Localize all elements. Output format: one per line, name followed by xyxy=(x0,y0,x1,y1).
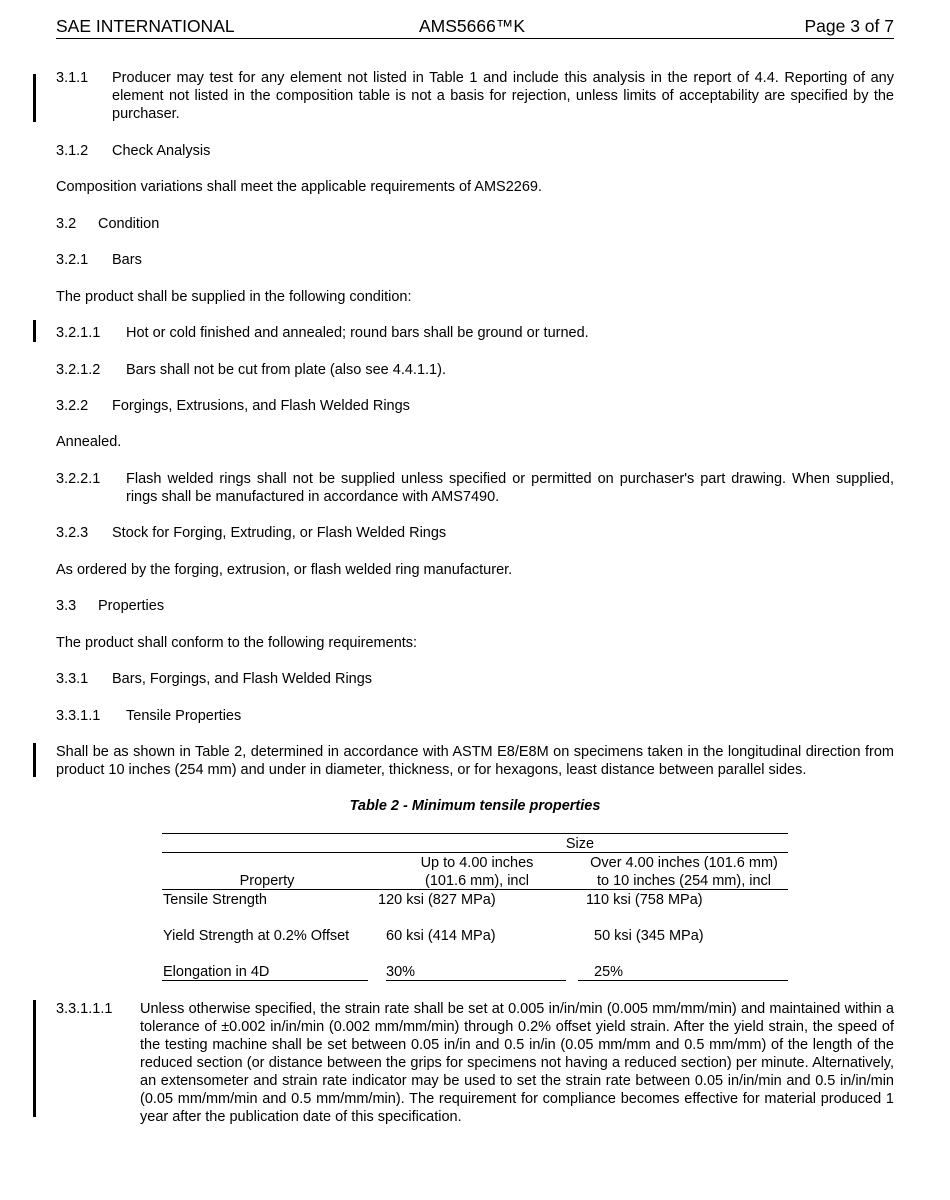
table-cell-value: 110 ksi (758 MPa) xyxy=(586,892,703,908)
table-cell-value: 50 ksi (345 MPa) xyxy=(594,928,704,944)
revision-bar xyxy=(33,74,36,122)
paragraph: Shall be as shown in Table 2, determined in accordance with ASTM E8/E8M on specimens taken in the longitudinal direction from product 10 inches (254 mm) and under in diameter, thickness, or for hexagons, least distance between parallel sides. xyxy=(56,744,894,778)
section-number: 3.1.2 xyxy=(56,143,89,159)
table-rule xyxy=(162,833,788,834)
section-text: Hot or cold finished and annealed; round bars shall be ground or turned. xyxy=(126,325,589,341)
table-rule xyxy=(386,980,566,981)
paragraph: Annealed. xyxy=(56,434,122,450)
revision-bar xyxy=(33,743,36,777)
table-cell-property: Elongation in 4D xyxy=(163,964,270,980)
table-cell-value: 25% xyxy=(594,964,624,980)
table-caption: Table 2 - Minimum tensile properties xyxy=(349,798,601,814)
section-title: Bars xyxy=(112,252,142,268)
org-name: SAE INTERNATIONAL xyxy=(56,16,235,36)
paragraph: The product shall be supplied in the following condition: xyxy=(56,289,412,305)
size-header: Size xyxy=(565,836,595,852)
section-text: Unless otherwise specified, the strain rate shall be set at 0.005 in/in/min (0.005 mm/mm/min) and maintained within a tolerance of ±0.002 in/in/min (0.002 mm/mm/min) through 0.2% offset yield strain. After the yield strain, the speed of the testing machine shall be set between 0.05 in/in and 0.5 in/in (0.05 mm/mm and 0.5 mm/mm) of the length of the reduced section (or distance between the grips for specimens not having a reduced section) per minute. Alternatively, an extensometer and strain rate indicator may be used to set the strain rate between 0.05 in/in/min and 0.5 in/in/min (0.05 mm/mm/min and 0.5 mm/mm/min). The requirement for compliance becomes effective for material produced 1 year after the publication date of this specification. xyxy=(140,1001,894,1125)
table-rule xyxy=(162,980,368,981)
column-header-2: Over 4.00 inches (101.6 mm) xyxy=(590,855,778,871)
section-text: Flash welded rings shall not be supplied unless specified or permitted on purchaser's part drawing. When supplied, rings shall be manufactured in accordance with AMS7490. xyxy=(126,471,894,505)
section-number: 3.2.2.1 xyxy=(56,471,101,487)
section-text: Producer may test for any element not listed in Table 1 and include this analysis in the report of 4.4. Reporting of any element not listed in the composition table is not a basis for rejection, unless limits of acceptability are specified by the purchaser. xyxy=(112,70,894,122)
column-header-1b: (101.6 mm), incl xyxy=(425,873,529,889)
section-number: 3.2.1.1 xyxy=(56,325,101,341)
section-number: 3.2.1.2 xyxy=(56,362,101,378)
section-number: 3.2.2 xyxy=(56,398,89,414)
section-title: Forgings, Extrusions, and Flash Welded Rings xyxy=(112,398,410,414)
table-cell-value: 60 ksi (414 MPa) xyxy=(386,928,496,944)
table-rule xyxy=(162,889,788,890)
section-number: 3.1.1 xyxy=(56,70,89,86)
section-title: Properties xyxy=(98,598,165,614)
table-rule xyxy=(578,980,788,981)
section-text: Bars shall not be cut from plate (also see 4.4.1.1). xyxy=(126,362,446,378)
column-header-2b: to 10 inches (254 mm), incl xyxy=(596,873,772,889)
section-title: Check Analysis xyxy=(112,143,211,159)
paragraph: Composition variations shall meet the applicable requirements of AMS2269. xyxy=(56,179,543,195)
section-number: 3.3.1 xyxy=(56,671,89,687)
section-number: 3.3.1.1 xyxy=(56,708,101,724)
section-title: Stock for Forging, Extruding, or Flash Welded Rings xyxy=(112,525,447,541)
column-header-1: Up to 4.00 inches xyxy=(420,855,534,871)
section-number: 3.2.1 xyxy=(56,252,89,268)
section-number: 3.3 xyxy=(56,598,77,614)
section-title: Condition xyxy=(98,216,160,232)
table-cell-value: 120 ksi (827 MPa) xyxy=(378,892,496,908)
table-cell-property: Yield Strength at 0.2% Offset xyxy=(163,928,350,944)
revision-bar xyxy=(33,1000,36,1117)
table-rule xyxy=(162,852,788,853)
section-number: 3.2.3 xyxy=(56,525,89,541)
page-number: Page 3 of 7 xyxy=(804,16,894,36)
section-title: Bars, Forgings, and Flash Welded Rings xyxy=(112,671,373,687)
section-number: 3.2 xyxy=(56,216,77,232)
table-cell-value: 30% xyxy=(386,964,416,980)
column-header-property: Property xyxy=(239,873,295,889)
section-title: Tensile Properties xyxy=(126,708,242,724)
table-cell-property: Tensile Strength xyxy=(163,892,267,908)
page-header xyxy=(56,16,894,39)
section-number: 3.3.1.1.1 xyxy=(56,1001,113,1017)
paragraph: The product shall conform to the following requirements: xyxy=(56,635,418,651)
document-id: AMS5666™K xyxy=(419,16,526,36)
revision-bar xyxy=(33,320,36,342)
paragraph: As ordered by the forging, extrusion, or flash welded ring manufacturer. xyxy=(56,562,513,578)
